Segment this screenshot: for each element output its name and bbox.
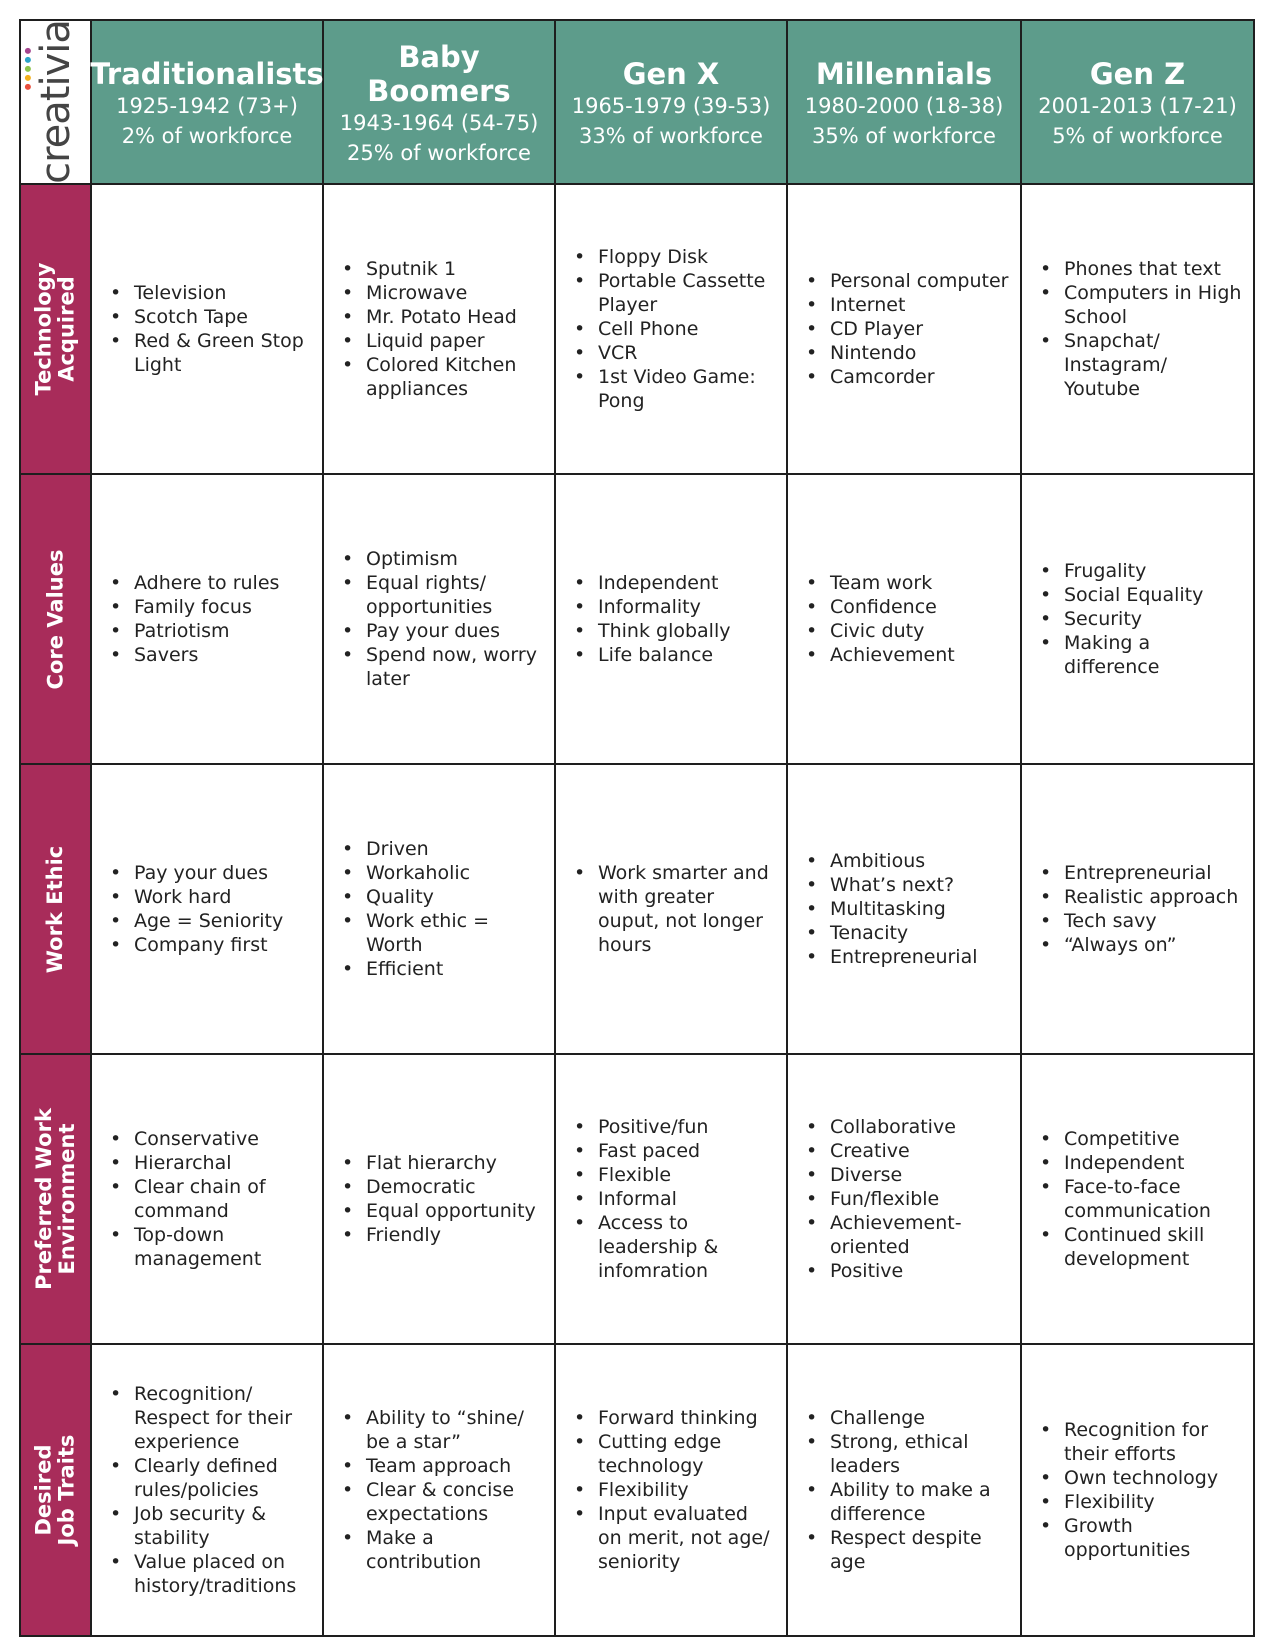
list-item: • Flexibility [1064, 1490, 1243, 1514]
row-header-label [33, 263, 79, 396]
table-cell [556, 475, 788, 765]
generation-workforce-share: 5% of workforce [1052, 124, 1223, 148]
row-header-label-line: Work Ethic [43, 845, 67, 973]
generation-name: Gen Z [1089, 57, 1186, 91]
table-cell [1022, 765, 1253, 1055]
list-item: • Clear chain of command [134, 1175, 312, 1223]
list-item: • Floppy Disk [598, 245, 776, 269]
list-item: • Access to leadership & infomration [598, 1211, 776, 1283]
list-item: • Input evaluated on merit, not age/ seniority [598, 1502, 776, 1574]
list-item: • Forward thinking [598, 1406, 776, 1430]
list-item: • Positive [830, 1259, 1010, 1283]
bullet-list [788, 1115, 1020, 1283]
logo-dots-icon [25, 48, 31, 90]
list-item: • Making a difference [1064, 631, 1243, 679]
logo-dot-icon [25, 48, 31, 54]
list-item: • Team work [830, 571, 955, 595]
table-cell [556, 1345, 788, 1635]
generation-header [324, 21, 556, 185]
list-item: • Equal rights/ opportunities [366, 571, 544, 619]
row-header [21, 1055, 92, 1345]
generation-years: 2001-2013 (17-21) [1038, 94, 1237, 118]
list-item: • Cell Phone [598, 317, 776, 341]
bullet-list [556, 571, 740, 667]
table-cell [788, 1345, 1022, 1635]
list-item: • Respect despite age [830, 1526, 1010, 1574]
list-item: • Flexible [598, 1163, 776, 1187]
list-item: • 1st Video Game: Pong [598, 365, 776, 413]
list-item: • Pay your dues [134, 861, 283, 885]
list-item: • Company first [134, 933, 283, 957]
generation-name: Traditionalists [90, 57, 324, 91]
list-item: • Clear & concise expectations [366, 1478, 544, 1526]
list-item: • Diverse [830, 1163, 1010, 1187]
list-item: • Security [1064, 607, 1243, 631]
list-item: • Patriotism [134, 619, 279, 643]
list-item: • Optimism [366, 547, 544, 571]
table-cell [1022, 1345, 1253, 1635]
table-cell [324, 1345, 556, 1635]
generation-header [1022, 21, 1253, 185]
list-item: • Value placed on history/traditions [134, 1550, 312, 1598]
list-item: • “Always on” [1064, 933, 1238, 957]
list-item: • Make a contribution [366, 1526, 544, 1574]
row-header-label-line: Desired [31, 1444, 56, 1536]
list-item: • Scotch Tape [134, 305, 312, 329]
bullet-list [92, 861, 293, 957]
bullet-list [324, 1406, 554, 1574]
row-header-label-line: Core Values [43, 549, 68, 689]
row-header-label [33, 1435, 79, 1546]
list-item: • Civic duty [830, 619, 955, 643]
list-item: • Democratic [366, 1175, 536, 1199]
list-item: • Nintendo [830, 341, 1008, 365]
bullet-list [556, 1115, 786, 1283]
list-item: • Workaholic [366, 861, 544, 885]
list-item: • Recognition/ Respect for their experience [134, 1382, 312, 1454]
list-item: • Informality [598, 595, 730, 619]
generation-workforce-share: 35% of workforce [812, 124, 996, 148]
list-item: • Realistic approach [1064, 885, 1238, 909]
list-item: • Frugality [1064, 559, 1243, 583]
list-item: • Entrepreneurial [1064, 861, 1238, 885]
list-item: • Challenge [830, 1406, 1010, 1430]
list-item: • Liquid paper [366, 329, 544, 353]
list-item: • Face-to-face communication [1064, 1175, 1243, 1223]
table-cell [324, 1055, 556, 1345]
table-cell [1022, 1055, 1253, 1345]
list-item: • Team approach [366, 1454, 544, 1478]
list-item: • Job security & stability [134, 1502, 312, 1550]
row-header [21, 475, 92, 765]
list-item: • Ability to “shine/ be a star” [366, 1406, 544, 1454]
generation-years: 1980-2000 (18-38) [804, 94, 1004, 118]
bullet-list [1022, 1127, 1253, 1271]
bullet-list [556, 861, 786, 957]
list-item: • Clearly defined rules/policies [134, 1454, 312, 1502]
table-cell [556, 765, 788, 1055]
list-item: • Microwave [366, 281, 544, 305]
list-item: • Continued skill development [1064, 1223, 1243, 1271]
list-item: • Tenacity [830, 921, 978, 945]
logo-dot-icon [25, 57, 31, 63]
list-item: • Pay your dues [366, 619, 544, 643]
list-item: • Collaborative [830, 1115, 1010, 1139]
row-header [21, 185, 92, 475]
list-item: • Personal computer [830, 269, 1008, 293]
table-cell [788, 475, 1022, 765]
row-header [21, 765, 92, 1055]
bullet-list [92, 281, 322, 377]
list-item: • Achievement [830, 643, 955, 667]
bullet-list [92, 571, 289, 667]
list-item: • Family focus [134, 595, 279, 619]
generation-years: 1943-1964 (54-75) [339, 111, 539, 135]
generation-years: 1965-1979 (39-53) [571, 94, 771, 118]
brand-logo [33, 20, 79, 184]
list-item: • Informal [598, 1187, 776, 1211]
list-item: • Tech savy [1064, 909, 1238, 933]
list-item: • Red & Green Stop Light [134, 329, 312, 377]
list-item: • Fast paced [598, 1139, 776, 1163]
list-item: • What’s next? [830, 873, 978, 897]
list-item: • Strong, ethical leaders [830, 1430, 1010, 1478]
bullet-list [324, 257, 554, 401]
generation-header [92, 21, 324, 185]
table-cell [92, 765, 324, 1055]
bullet-list [324, 547, 554, 691]
list-item: • Flat hierarchy [366, 1151, 536, 1175]
brand-logo-text: creativia [32, 20, 79, 184]
bullet-list [92, 1382, 322, 1598]
list-item: • Cutting edge technology [598, 1430, 776, 1478]
row-header-label [44, 549, 67, 689]
list-item: • Recognition for their efforts [1064, 1418, 1243, 1466]
row-header-label-line: Preferred Work [31, 1108, 56, 1290]
list-item: • Savers [134, 643, 279, 667]
list-item: • Sputnik 1 [366, 257, 544, 281]
generation-header [556, 21, 788, 185]
list-item: • Efficient [366, 957, 544, 981]
logo-dot-icon [25, 84, 31, 90]
logo-dot-icon [25, 66, 31, 72]
bullet-list [1022, 861, 1248, 957]
table-cell [324, 185, 556, 475]
list-item: • Ability to make a difference [830, 1478, 1010, 1526]
list-item: • Friendly [366, 1223, 536, 1247]
bullet-list [788, 849, 988, 969]
list-item: • Independent [598, 571, 730, 595]
generation-name: Baby Boomers [367, 40, 511, 108]
table-cell [1022, 185, 1253, 475]
table-cell [324, 765, 556, 1055]
table-cell [92, 1345, 324, 1635]
list-item: • Life balance [598, 643, 730, 667]
list-item: • Competitive [1064, 1127, 1243, 1151]
list-item: • Work hard [134, 885, 283, 909]
list-item: • Fun/flexible [830, 1187, 1010, 1211]
list-item: • Positive/fun [598, 1115, 776, 1139]
list-item: • Ambitious [830, 849, 978, 873]
list-item: • Growth opportunities [1064, 1514, 1243, 1562]
list-item: • Camcorder [830, 365, 1008, 389]
generation-workforce-share: 25% of workforce [347, 141, 531, 165]
generation-header [788, 21, 1022, 185]
row-header-label-line: Environment [54, 1123, 79, 1275]
table-cell [556, 185, 788, 475]
list-item: • Computers in High School [1064, 281, 1243, 329]
row-header-label-line: Technology [31, 262, 56, 396]
list-item: • Creative [830, 1139, 1010, 1163]
generation-years: 1925-1942 (73+) [116, 94, 298, 118]
generation-workforce-share: 2% of workforce [121, 124, 293, 148]
bullet-list [92, 1127, 322, 1271]
list-item: • Confidence [830, 595, 955, 619]
list-item: • Multitasking [830, 897, 978, 921]
list-item: • Quality [366, 885, 544, 909]
list-item: • Independent [1064, 1151, 1243, 1175]
generation-workforce-share: 33% of workforce [579, 124, 763, 148]
list-item: • Adhere to rules [134, 571, 279, 595]
list-item: • Colored Kitchen appliances [366, 353, 544, 401]
list-item: • Snapchat/ Instagram/ Youtube [1064, 329, 1243, 401]
list-item: • Work smarter and with greater ouput, not longer hours [598, 861, 776, 957]
table-cell [92, 1055, 324, 1345]
list-item: • Achievement-oriented [830, 1211, 1010, 1259]
bullet-list [788, 269, 1018, 389]
list-item: • Hierarchal [134, 1151, 312, 1175]
list-item: • Portable Cassette Player [598, 269, 776, 317]
list-item: • Top-down management [134, 1223, 312, 1271]
list-item: • Television [134, 281, 312, 305]
generations-table [19, 19, 1255, 1637]
bullet-list [788, 1406, 1020, 1574]
generation-name: Gen X [622, 57, 720, 91]
table-cell [92, 185, 324, 475]
row-header [21, 1345, 92, 1635]
list-item: • Conservative [134, 1127, 312, 1151]
list-item: • Internet [830, 293, 1008, 317]
list-item: • Equal opportunity [366, 1199, 536, 1223]
bullet-list [556, 1406, 786, 1574]
bullet-list [1022, 1418, 1253, 1562]
generation-name: Millennials [815, 57, 993, 91]
list-item: • Work ethic = Worth [366, 909, 544, 957]
table-cell [788, 765, 1022, 1055]
table-cell [788, 185, 1022, 475]
row-header-label-line: Acquired [54, 276, 79, 382]
bullet-list [324, 837, 554, 981]
row-header-label [44, 845, 67, 972]
bullet-list [1022, 257, 1253, 401]
list-item: • Phones that text [1064, 257, 1243, 281]
table-cell [324, 475, 556, 765]
table-cell [556, 1055, 788, 1345]
list-item: • Driven [366, 837, 544, 861]
list-item: • Social Equality [1064, 583, 1243, 607]
row-header-label [33, 1108, 79, 1290]
list-item: • Entrepreneurial [830, 945, 978, 969]
list-item: • Mr. Potato Head [366, 305, 544, 329]
bullet-list [788, 571, 965, 667]
list-item: • Think globally [598, 619, 730, 643]
list-item: • Flexibility [598, 1478, 776, 1502]
table-cell [788, 1055, 1022, 1345]
logo-dot-icon [25, 75, 31, 81]
list-item: • CD Player [830, 317, 1008, 341]
bullet-list [1022, 559, 1253, 679]
table-cell [92, 475, 324, 765]
list-item: • Age = Seniority [134, 909, 283, 933]
list-item: • Own technology [1064, 1466, 1243, 1490]
table-cell [1022, 475, 1253, 765]
bullet-list [556, 245, 786, 413]
logo-cell [21, 21, 92, 185]
bullet-list [324, 1151, 546, 1247]
row-header-label-line: Job Traits [54, 1434, 79, 1546]
list-item: • Spend now, worry later [366, 643, 544, 691]
list-item: • VCR [598, 341, 776, 365]
